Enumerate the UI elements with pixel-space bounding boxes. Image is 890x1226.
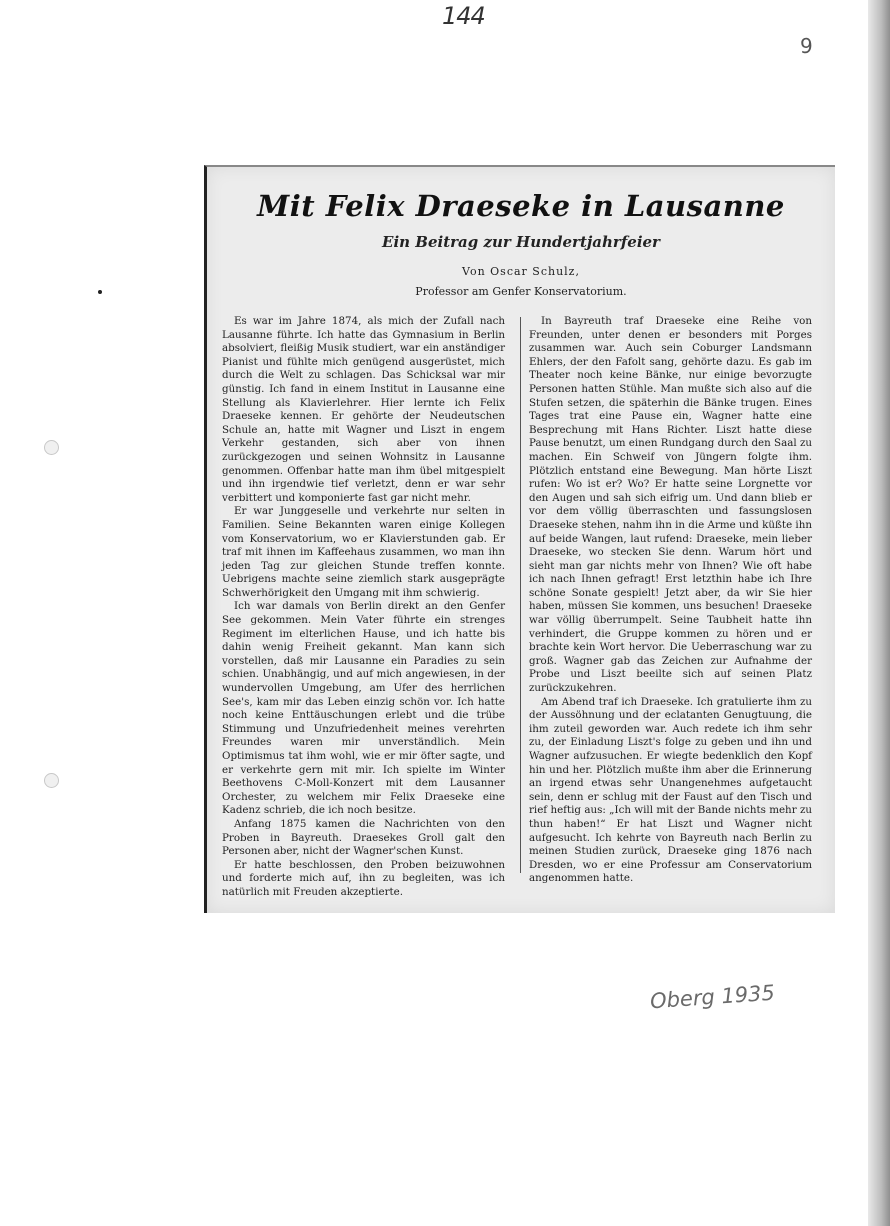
handwritten-date-note: Oberg 1935 — [649, 980, 776, 1014]
page-edge-shadow — [868, 0, 890, 1226]
column-divider — [520, 317, 521, 873]
article-title: Mit Felix Draeseke in Lausanne — [257, 189, 785, 223]
paragraph: Ich war damals von Berlin direkt an den Genfer See gekommen. Mein Vater führte ein strenges Regiment im elterlichen Hause, und ich hatte bis dahin wenig Freiheit gekannt. Man kann sich vorstellen, daß mir Lausanne ein Paradies zu sein schien. Unabhängig, und auf mich angewiesen, in der wundervollen Umgebung, am Ufer des herrlichen See's, kam mir das Leben einzig schön vor. Ich hatte noch keine Enttäuschungen erlebt und die trübe Stimmung und Unzufriedenheit meines verehrten Freundes waren mir unverständlich. Mein Optimismus tat ihm wohl, wie er mir öfter sagte, und er verkehrte gern mit mir. Ich spielte im Winter Beethovens C-Moll-Konzert mit dem Lausanner Orchester, zu welchem mir Felix Draeseke eine Kadenz schrieb, die ich noch besitze. — [222, 600, 505, 817]
article-subtitle: Ein Beitrag zur Hundertjahrfeier — [382, 233, 660, 251]
handwritten-page-number: 144 — [442, 2, 485, 30]
article-affiliation: Professor am Genfer Konservatorium. — [415, 285, 627, 298]
handwritten-sheet-number: 9 — [800, 34, 813, 58]
ink-dot — [98, 290, 102, 294]
paragraph: Am Abend traf ich Draeseke. Ich gratulierte ihm zu der Aussöhnung und der eclatanten Genugtuung, die ihm zuteil geworden war. Auch redete ich ihm sehr zu, der Einladung Liszt's folge zu geben und ihn und Wagner aufzusuchen. Er wiegte bedenklich den Kopf hin und her. Plötzlich mußte ihm aber die Erinnerung an irgend etwas sehr Unangenehmes aufgetaucht sein, denn er schlug mit der Faust auf den Tisch und rief heftig aus: „Ich will mit der Bande nichts mehr zu thun haben!“ Er hat Liszt und Wagner nicht aufgesucht. Ich kehrte von Bayreuth nach Berlin zu meinen Studien zurück, Draeseke ging 1876 nach Dresden, wo er eine Professur am Conservatorium angenommen hatte. — [529, 695, 812, 885]
punch-hole-bottom — [44, 773, 59, 788]
paragraph: Anfang 1875 kamen die Nachrichten von den Proben in Bayreuth. Draesekes Groll galt den Personen aber, nicht der Wagner'schen Kunst. — [222, 817, 505, 858]
punch-hole-top — [44, 440, 59, 455]
article-column-left — [222, 315, 505, 900]
article-byline: Von Oscar Schulz, — [462, 265, 580, 278]
paragraph: Er war Junggeselle und verkehrte nur selten in Familien. Seine Bekannten waren einige Kollegen vom Konservatorium, wo er Klavierstunden gab. Er traf mit ihnen im Kaffeehaus zusammen, wo man ihn jeden Tag zur gleichen Stunde treffen konnte. Uebrigens machte seine ziemlich stark ausgeprägte Schwerhörigkeit den Umgang mit ihm schwierig. — [222, 505, 505, 599]
paragraph: Es war im Jahre 1874, als mich der Zufall nach Lausanne führte. Ich hatte das Gymnasium in Berlin absolviert, fleißig Musik studiert, war ein anständiger Pianist und fühlte mich genügend ausgerüstet, mich durch die Welt zu schlagen. Das Schicksal war mir günstig. Ich fand in einem Institut in Lausanne eine Stellung als Klavierlehrer. Hier lernte ich Felix Draeseke kennen. Er gehörte der Neudeutschen Schule an, hatte mit Wagner und Liszt in engem Verkehr gestanden, sich aber von ihnen zurückgezogen und seinen Wohnsitz in Lausanne genommen. Offenbar hatte man ihm übel mitgespielt und ihn irgendwie tief verletzt, denn er war sehr verbittert und komponierte fast gar nicht mehr. — [222, 315, 505, 504]
paragraph: In Bayreuth traf Draeseke eine Reihe von Freunden, unter denen er besonders mit Porges zusammen war. Auch sein Coburger Landsmann Ehlers, der den Fafolt sang, gehörte dazu. Es gab im Theater noch keine Bänke, nur einige bevorzugte Personen hatten Stühle. Man mußte sich also auf die Stufen setzen, die späterhin die Bänke trugen. Eines Tages trat eine Pause ein, Wagner hatte eine Besprechung mit Hans Richter. Liszt hatte diese Pause benutzt, um einen Rundgang durch den Saal zu machen. Ein Schweif von Jüngern folgte ihm. Plötzlich entstand eine Bewegung. Man hörte Liszt rufen: Wo ist er? Wo? Er hatte seine Lorgnette vor den Augen und sah sich eifrig um. Und dann blieb er vor dem völlig überraschten und fassungslosen Draeseke stehen, nahm ihn in die Arme und küßte ihn auf beide Wangen, laut rufend: Draeseke, mein lieber Draeseke, wo stecken Sie denn. Warum hört und sieht man gar nichts mehr von Ihnen? Wie oft habe ich nach Ihnen gefragt! Erst letzthin habe ich Ihre schöne Sonate gespielt! Jetzt aber, da wir Sie hier haben, müssen Sie kommen, uns besuchen! Draeseke war völlig überrumpelt. Seine Taubheit hatte ihn verhindert, die Gruppe kommen zu hören und er brachte kein Wort hervor. Die Ueberraschung war zu groß. Wagner gab das Zeichen zur Aufnahme der Probe und Liszt beeilte sich auf seinen Platz zurückzukehren. — [529, 315, 812, 695]
article-column-right — [529, 315, 812, 886]
newspaper-clipping — [204, 165, 835, 913]
paragraph: Er hatte beschlossen, den Proben beizuwohnen und forderte mich auf, ihn zu begleiten, was ich natürlich mit Freuden akzeptierte. — [222, 858, 505, 898]
